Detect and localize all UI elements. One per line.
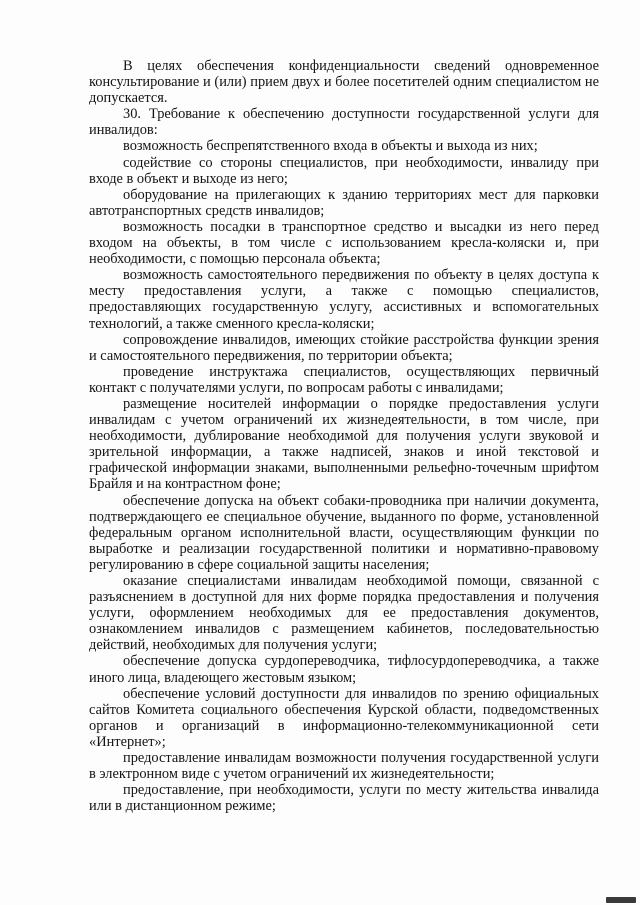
paragraph-parking: оборудование на прилегающих к зданию территориях мест для парковки автотранспортных средств инвалидов; xyxy=(89,186,599,219)
paragraph-remote-service: предоставление, при необходимости, услуги по месту жительства инвалида или в дистанционном режиме; xyxy=(89,782,599,815)
paragraph-briefing: проведение инструктажа специалистов, осуществляющих первичный контакт с получателями услуги, по вопросам работы с инвалидами; xyxy=(89,363,599,396)
paragraph-free-access: возможность беспрепятственного входа в объекты и выхода из них; xyxy=(123,138,538,155)
paragraph-confidentiality: В целях обеспечения конфиденциальности сведений одновременное консультирование и (или) прием двух и более посетителей одним специалистом не допускается. xyxy=(89,58,599,107)
scan-corner-mark xyxy=(606,897,636,903)
paragraph-item-30-heading: 30. Требование к обеспечению доступности государственной услуги для инвалидов: xyxy=(89,106,599,139)
paragraph-escort: сопровождение инвалидов, имеющих стойкие расстройства функции зрения и самостоятельного передвижения, по территории объекта; xyxy=(89,331,599,364)
paragraph-staff-assistance: содействие со стороны специалистов, при необходимости, инвалиду при входе в объект и выходе из него; xyxy=(89,154,599,187)
paragraph-boarding: возможность посадки в транспортное средство и высадки из него перед входом на объекты, в том числе с использованием кресла-коляски и, при необходимости, с помощью персонала объекта; xyxy=(89,218,599,268)
paragraph-help: оказание специалистами инвалидам необходимой помощи, связанной с разъяснением в доступной для них форме порядка предоставления и получения услуги, оформлением необходимых для ее предоставления документов, ознакомлением инвалидов с размещением кабинетов, последовательностью действий, необходимых для получения услуги; xyxy=(89,573,599,654)
paragraph-information-carriers: размещение носителей информации о порядке предоставления услуги инвалидам с учетом ограничений их жизнедеятельности, в том числе, при необходимости, дублирование необходимой для получения услуги звуковой и зрительной информации, а также надписей, знаков и иной текстовой и графической информации знаками, выполненными рельефно-точечным шрифтом Брайля и на контрастном фоне; xyxy=(89,395,599,493)
paragraph-sign-interpreter: обеспечение допуска сурдопереводчика, тифлосурдопереводчика, а также иного лица, владеющего жестовым языком; xyxy=(89,653,599,686)
paragraph-movement: возможность самостоятельного передвижения по объекту в целях доступа к месту предоставления услуги, а также с помощью специалистов, предоставляющих государственную услугу, ассистивных и вспомогательных технологий, а также сменного кресла-коляски; xyxy=(89,267,599,332)
document-body xyxy=(89,58,599,814)
paragraph-website-accessibility: обеспечение условий доступности для инвалидов по зрению официальных сайтов Комитета социального обеспечения Курской области, подведомственных органов и организаций в информационно-телекоммуникационной сети «Интернет»; xyxy=(89,685,599,750)
paragraph-guide-dog: обеспечение допуска на объект собаки-проводника при наличии документа, подтверждающего ее специальное обучение, выданного по форме, установленной федеральным органом исполнительной власти, осуществляющим функции по выработке и реализации государственной политики и нормативно-правовому регулированию в сфере социальной защиты населения; xyxy=(89,492,599,573)
paragraph-electronic-service: предоставление инвалидам возможности получения государственной услуги в электронном виде с учетом ограничений их жизнедеятельности; xyxy=(89,750,599,783)
